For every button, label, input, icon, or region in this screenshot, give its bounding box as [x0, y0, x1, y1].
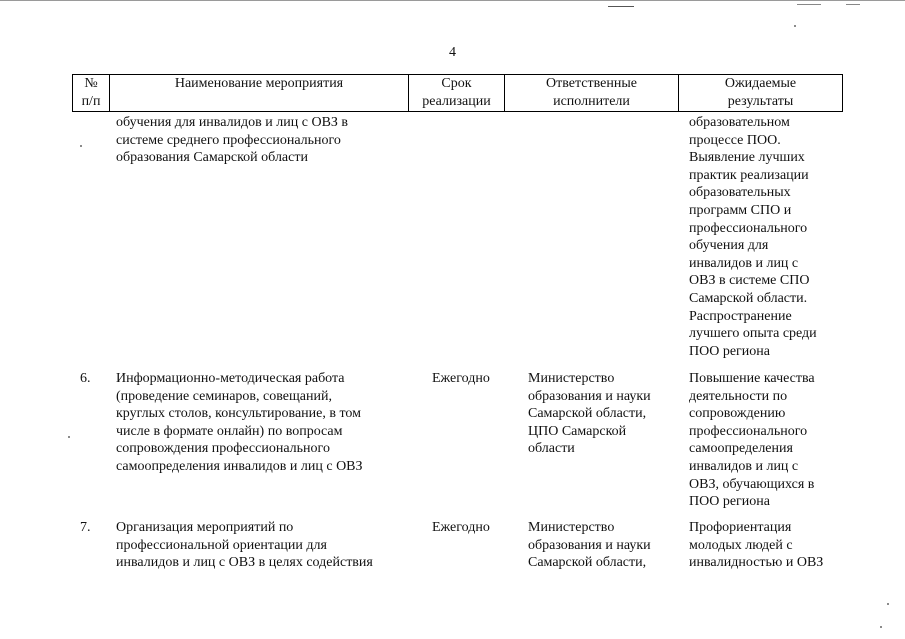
header-cell-number: № п/п: [73, 75, 110, 111]
header-cell-term: Срок реализации: [409, 75, 505, 111]
scan-top-border: [0, 0, 905, 1]
header-cell-responsible: Ответственные исполнители: [505, 75, 679, 111]
row-continued-results: образовательном процессе ПОО. Выявление лучших практик реализации образовательных программ СПО и профессионального обучения для инвалидов и лиц с ОВЗ в системе СПО Самарской области. Распространение лучшего опыта среди ПОО региона: [689, 115, 817, 359]
table-header: [72, 74, 843, 112]
scan-speck: [80, 145, 82, 147]
scan-mark: [846, 4, 860, 5]
row-6-responsible: Министерство образования и науки Самарской области, ЦПО Самарской области: [528, 371, 651, 457]
row-7-term: Ежегодно: [432, 520, 490, 535]
scan-mark: [608, 6, 634, 7]
row-6-results: Повышение качества деятельности по сопровождению профессионального самоопределения инвалидов и лиц с ОВЗ, обучающихся в ПОО региона: [689, 371, 815, 510]
header-cell-results: Ожидаемые результаты: [724, 76, 797, 109]
row-7-name: Организация мероприятий по профессиональной ориентации для инвалидов и лиц с ОВЗ в целях содействия: [116, 520, 373, 571]
row-7-results: Профориентация молодых людей с инвалидностью и ОВЗ: [689, 520, 824, 571]
row-6-term: Ежегодно: [432, 371, 490, 386]
scan-mark: [797, 4, 821, 5]
row-6-name: Информационно-методическая работа (проведение семинаров, совещаний, круглых столов, консультирование, в том числе в формате онлайн) по вопросам сопровождения профессионального самоопределения инвалидов и лиц с ОВЗ: [116, 371, 363, 474]
scan-speck: [887, 603, 889, 605]
row-7-responsible: Министерство образования и науки Самарской области,: [528, 520, 651, 571]
scan-speck: [880, 626, 882, 628]
row-6-number: 6.: [80, 371, 91, 386]
row-continued-name: обучения для инвалидов и лиц с ОВЗ в системе среднего профессионального образования Самарской области: [116, 115, 349, 166]
scan-speck: [68, 436, 70, 438]
scan-speck: [794, 25, 796, 27]
page-number: 4: [449, 45, 456, 60]
header-cell-name: Наименование мероприятия: [110, 75, 409, 111]
row-7-number: 7.: [80, 520, 91, 535]
